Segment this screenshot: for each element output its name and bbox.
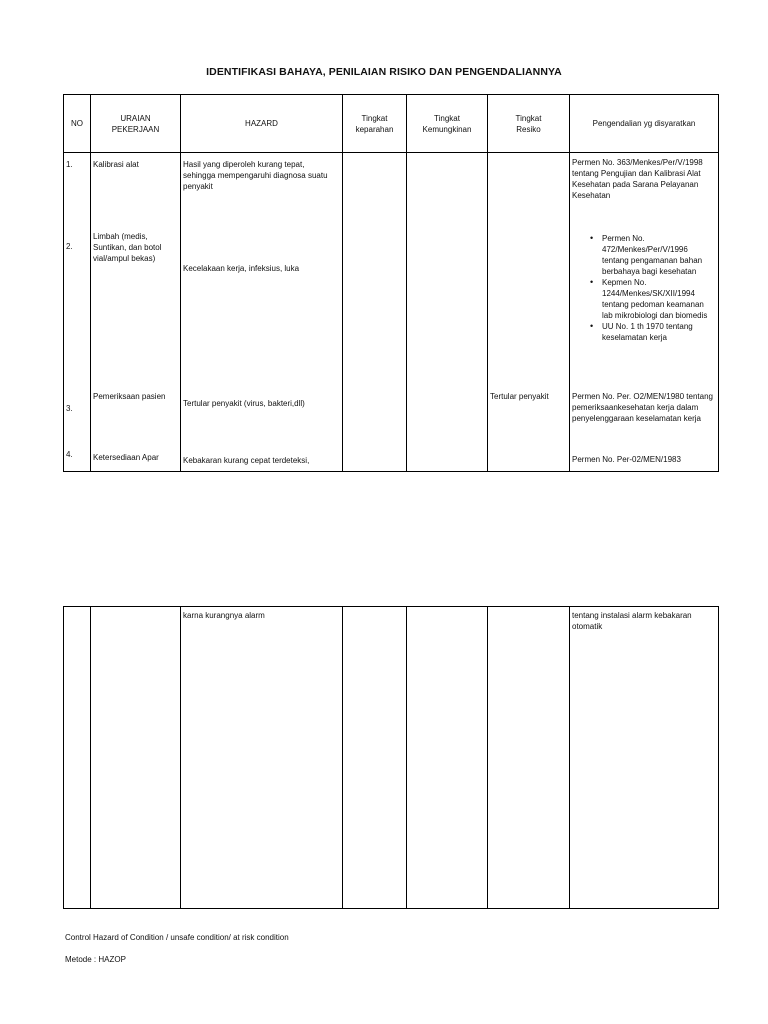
cont-col-resiko <box>488 607 570 909</box>
cont-hazard: karna kurangnya alarm <box>183 611 265 620</box>
header-kemungkinan <box>407 95 488 153</box>
risk-table <box>63 94 719 472</box>
header-keparahan <box>343 95 407 153</box>
cont-col-keparahan <box>343 607 407 909</box>
header-kemungkinan-line2: Kemungkinan <box>422 124 472 134</box>
cont-col-pengendalian <box>570 607 719 909</box>
header-uraian <box>91 95 181 153</box>
header-resiko-line1: Tingkat <box>515 113 542 123</box>
row-3-pengendalian: Permen No. Per. O2/MEN/1980 tentang pemeriksaankesehatan kerja dalam penyelenggaraan keselamatan kerja <box>572 392 713 423</box>
col-hazard <box>181 153 343 472</box>
row-4-pengendalian: Permen No. Per-02/MEN/1983 <box>572 455 681 464</box>
row-3-uraian: Pemeriksaan pasien <box>93 392 166 401</box>
row-1-pengendalian: Permen No. 363/Menkes/Per/V/1998 tentang Pengujian dan Kalibrasi Alat Kesehatan pada Sarana Pelayanan Kesehatan <box>572 158 703 200</box>
col-keparahan <box>343 153 407 472</box>
table-body-row <box>64 153 719 472</box>
row-2-uraian: Limbah (medis, Suntikan, dan botol vial/ampul bekas) <box>93 232 162 263</box>
col-no <box>64 153 91 472</box>
header-pengendalian: Pengendalian yg disyaratkan <box>570 95 719 153</box>
row-2-pengendalian-item: • UU No. 1 th 1970 tentang keselamatan kerja <box>570 321 716 343</box>
page-title: IDENTIFIKASI BAHAYA, PENILAIAN RISIKO DAN PENGENDALIANNYA <box>206 66 562 78</box>
cont-col-hazard <box>181 607 343 909</box>
cont-pengendalian: tentang instalasi alarm kebakaran otomatik <box>572 611 692 631</box>
table-continued-row <box>64 607 719 909</box>
header-hazard: HAZARD <box>181 95 343 153</box>
row-3-hazard: Tertular penyakit (virus, bakteri,dll) <box>183 399 305 408</box>
footer-metode: Metode : HAZOP <box>65 955 126 964</box>
row-4-uraian: Ketersediaan Apar <box>93 453 159 462</box>
cont-col-no <box>64 607 91 909</box>
cont-col-uraian <box>91 607 181 909</box>
row-4-hazard: Kebakaran kurang cepat terdeteksi, <box>183 456 310 465</box>
col-pengendalian <box>570 153 719 472</box>
row-1-hazard: Hasil yang diperoleh kurang tepat, sehingga mempengaruhi diagnosa suatu penyakit <box>183 160 328 191</box>
header-resiko <box>488 95 570 153</box>
row-2-no: 2. <box>66 242 73 251</box>
cont-col-kemungkinan <box>407 607 488 909</box>
header-uraian-line2: PEKERJAAN <box>111 124 160 134</box>
header-keparahan-line1: Tingkat <box>361 113 388 123</box>
row-2-pengendalian-item: • Permen No. 472/Menkes/Per/V/1996 tentang pengamanan bahan berbahaya bagi kesehatan <box>570 233 716 277</box>
table-header-row <box>64 95 719 153</box>
row-3-resiko: Tertular penyakit <box>490 392 549 401</box>
row-2-hazard: Kecelakaan kerja, infeksius, luka <box>183 264 300 273</box>
header-no: NO <box>64 95 91 153</box>
col-uraian <box>91 153 181 472</box>
footer-control-note: Control Hazard of Condition / unsafe condition/ at risk condition <box>65 933 289 942</box>
header-uraian-line1: URAIAN <box>120 113 151 123</box>
header-resiko-line2: Resiko <box>516 124 541 134</box>
row-1-no: 1. <box>66 160 73 169</box>
header-keparahan-line2: keparahan <box>355 124 394 134</box>
row-4-no: 4. <box>66 450 73 459</box>
row-2-pengendalian-list <box>570 233 716 343</box>
col-resiko <box>488 153 570 472</box>
col-kemungkinan <box>407 153 488 472</box>
header-kemungkinan-line1: Tingkat <box>434 113 460 123</box>
row-2-pengendalian-item: • Kepmen No. 1244/Menkes/SK/XII/1994 tentang pedoman keamanan lab mikrobiologi dan biomedis <box>570 277 716 321</box>
row-3-no: 3. <box>66 404 73 413</box>
risk-table-continued <box>63 606 719 909</box>
row-1-uraian: Kalibrasi alat <box>93 160 139 169</box>
